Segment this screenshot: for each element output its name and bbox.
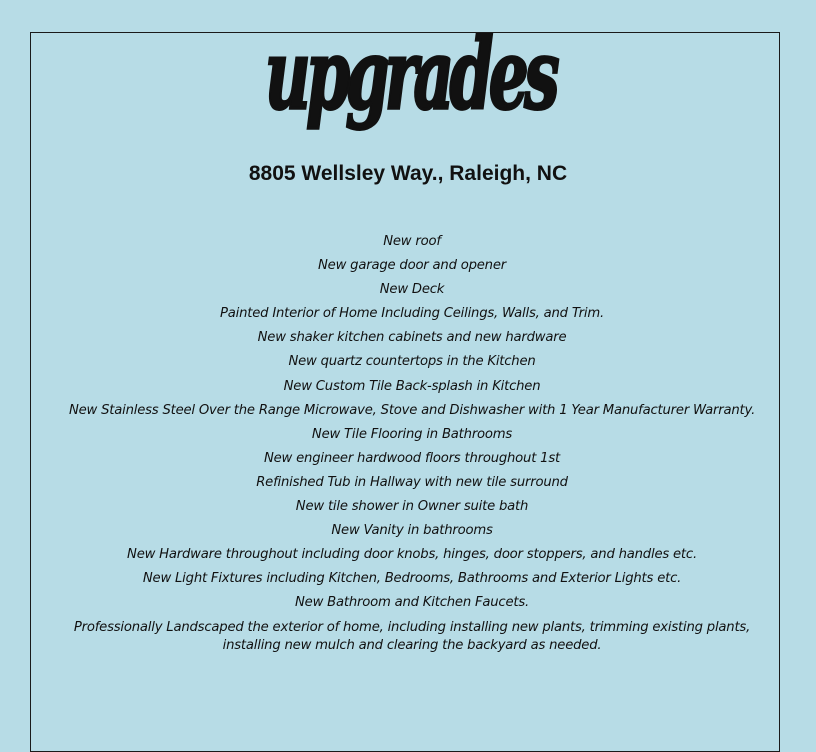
list-item: New Light Fixtures including Kitchen, Bedrooms, Bathrooms and Exterior Lights etc.	[142, 571, 682, 587]
property-address: 8805 Wellsley Way., Raleigh, NC	[248, 162, 568, 185]
list-item: New garage door and opener	[318, 258, 506, 274]
list-item: New roof	[383, 234, 441, 249]
list-item: New Bathroom and Kitchen Faucets.	[295, 595, 529, 611]
upgrades-logo	[258, 18, 563, 138]
list-item: New engineer hardwood floors throughout 1st	[263, 450, 561, 466]
list-item: New Vanity in bathrooms	[331, 523, 493, 539]
list-item: Refinished Tub in Hallway with new tile surround	[256, 474, 568, 490]
list-item: New tile shower in Owner suite bath	[295, 499, 529, 515]
list-item: New Custom Tile Back-splash in Kitchen	[283, 378, 541, 394]
upgrades-logo-graphic	[258, 18, 563, 138]
list-item: New Tile Flooring in Bathrooms	[311, 426, 513, 442]
list-item: Painted Interior of Home Including Ceilings, Walls, and Trim.	[220, 306, 604, 322]
list-item: New Deck	[379, 282, 445, 298]
list-item: New quartz countertops in the Kitchen	[288, 354, 536, 370]
list-item: New Hardware throughout including door knobs, hinges, door stoppers, and handles etc.	[127, 547, 697, 563]
upgrades-list	[60, 230, 764, 655]
logo-text: upgrades	[265, 18, 559, 131]
list-item: New Stainless Steel Over the Range Microwave, Stove and Dishwasher with 1 Year Manufacturer Warranty.	[68, 402, 756, 418]
list-item: New shaker kitchen cabinets and new hardware	[257, 330, 567, 346]
list-item: Professionally Landscaped the exterior of home, including installing new plants, trimming existing plants, installing new mulch and clearing the backyard as needed.	[73, 619, 751, 653]
